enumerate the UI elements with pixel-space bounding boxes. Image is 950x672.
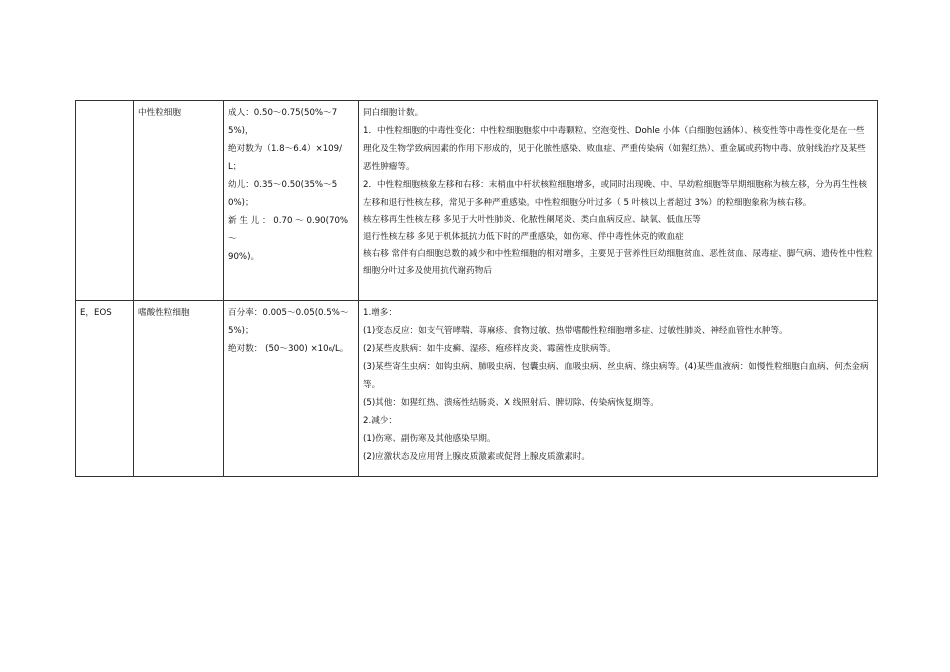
table-row (76, 101, 878, 301)
description-paragraph: (3)某些寄生虫病：如钩虫病、肺吸虫病、包囊虫病、血吸虫病、丝虫病、绦虫病等。(4)某些血液病：如慢性粒细胞白血病、何杰金病等。 (363, 362, 869, 390)
reference-line: 90%)。 (228, 252, 260, 262)
cell-description (359, 101, 878, 301)
cell-code (76, 101, 134, 301)
description-paragraph: 核左移再生性核左移 多见于大叶性肺炎、化脓性阑尾炎、类白血病反应、缺氧、低血压等 (363, 215, 701, 225)
cell-reference (224, 101, 359, 301)
description-paragraph: 2.减少： (363, 416, 397, 426)
reference-line: 绝对数： (50～300) ×10₆/L。 (228, 344, 349, 354)
cell-description (359, 301, 878, 477)
reference-line: 百分率：0.005～0.05(0.5%～5%)； (228, 308, 349, 336)
reference-line: 成人：0.50～0.75(50%～75%)， (228, 108, 338, 136)
description-paragraph: 同白细胞计数。 (363, 108, 424, 118)
description-paragraph: (5)其他：如猩红热、溃疡性结肠炎、X 线照射后、脾切除、传染病恢复期等。 (363, 398, 659, 408)
description-paragraph: 2．中性粒细胞核象左移和右移：末梢血中杆状核粒细胞增多，或同时出现晚、中、早幼粒细胞等早期细胞称为核左移，分为再生性核左移和退行性核左移，常见于多种严重感染。中性粒细胞分叶过多（ 5 叶核以上者超过 3%）的粒细胞象称为核右移。 (363, 180, 867, 208)
reference-line: 幼儿：0.35～0.50(35%～50%)； (228, 180, 338, 208)
cell-name: 中性粒细胞 (134, 101, 224, 301)
description-paragraph: 核右移 常伴有白细胞总数的减少和中性粒细胞的相对增多，主要见于营养性巨幼细胞贫血、恶性贫血、尿毒症、脚气病、遗传性中性粒细胞分叶过多及使用抗代谢药物后 (363, 249, 873, 276)
description-paragraph: (1)变态反应：如支气管哮喘、荨麻疹、食物过敏、热带嗜酸性粒细胞增多症、过敏性肺炎、神经血管性水肿等。 (363, 326, 788, 336)
blood-cell-table (75, 100, 878, 477)
description-paragraph: 1.增多： (363, 308, 397, 318)
reference-line: 绝对数为（1.8～6.4）×109/L； (228, 144, 342, 172)
cell-reference (224, 301, 359, 477)
reference-line: 新 生 儿 ： 0.70 ～ 0.90(70% ～ (228, 216, 349, 244)
cell-name: 嗜酸性粒细胞 (134, 301, 224, 477)
description-paragraph: (2)应激状态及应用肾上腺皮质激素或促肾上腺皮质激素时。 (363, 452, 591, 462)
description-paragraph: 退行性核左移 多见于机体抵抗力低下时的严重感染，如伤寒、伴中毒性休克的败血症 (363, 232, 684, 242)
table-row (76, 301, 878, 477)
description-paragraph: (2)某些皮肤病：如牛皮癣、湿疹、疱疹样皮炎、霉菌性皮肤病等。 (363, 344, 616, 354)
description-paragraph: (1)伤寒、副伤寒及其他感染早期。 (363, 434, 496, 444)
description-paragraph: 1．中性粒细胞的中毒性变化：中性粒细胞胞浆中中毒颗粒、空泡变性、Dohle 小体（白细胞包涵体）、核变性等中毒性变化是在一些理化及生物学致病因素的作用下形成的，见于化脓性感染、败血症、严重传染病（如猩红热）、重金属或药物中毒、放射线治疗及某些恶性肿瘤等。 (363, 126, 866, 172)
cell-code: E，EOS (76, 301, 134, 477)
